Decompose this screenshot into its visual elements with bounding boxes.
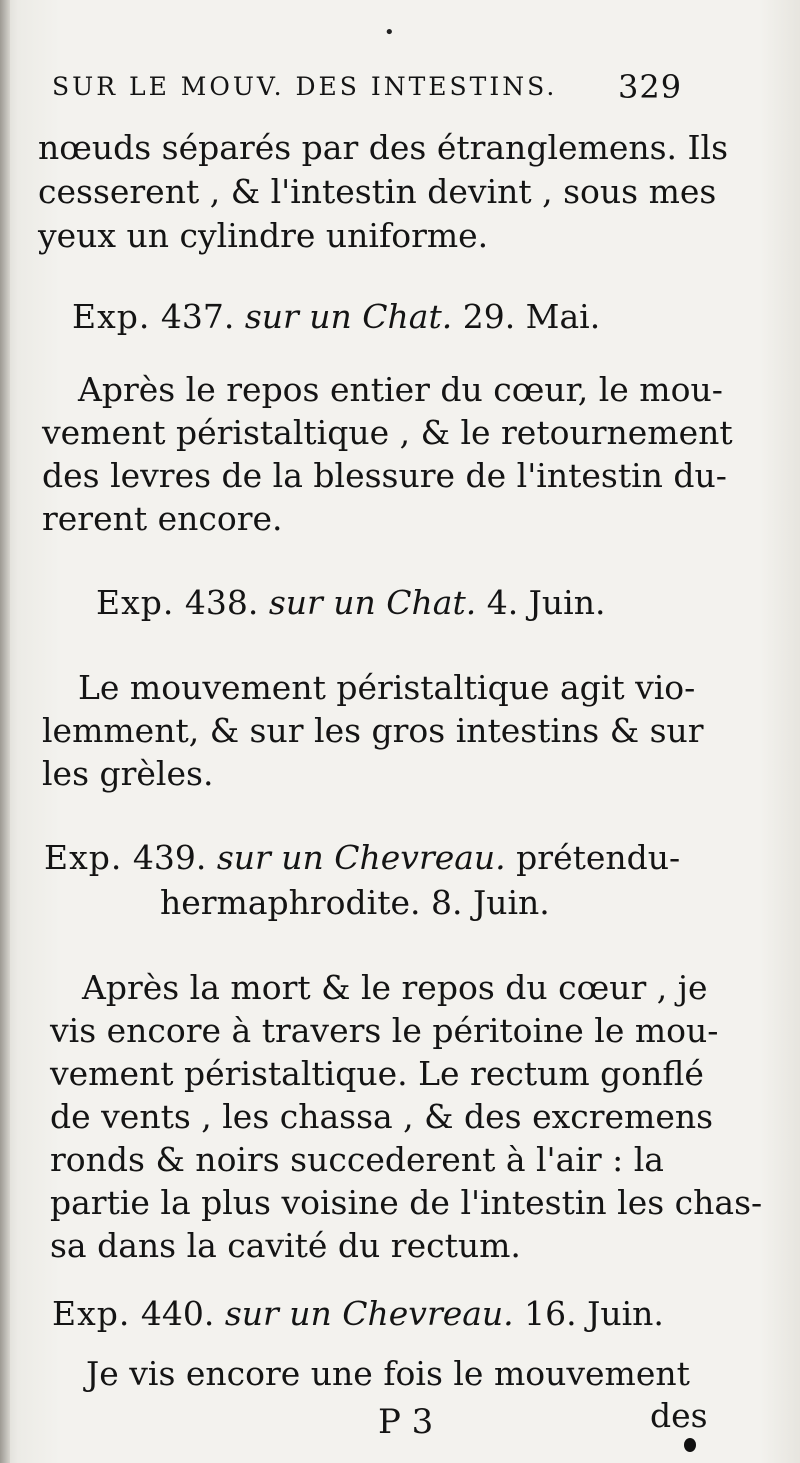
exp-subject: sur un Chat. (268, 583, 477, 622)
text-line: cesserent , & l'intestin devint , sous mes (38, 172, 717, 211)
text-line: les grèles. (42, 754, 214, 793)
exp-subject: sur un Chat. (244, 297, 453, 336)
experiment-heading-440 (52, 1294, 664, 1334)
text-line: lemment, & sur les gros intestins & sur (42, 711, 704, 750)
text-line: hermaphrodite. 8. Juin. (160, 883, 550, 922)
text-line: Je vis encore une fois le mouvement (86, 1354, 690, 1393)
exp-number: 439. (132, 838, 207, 877)
text-line: Après le repos entier du cœur, le mou- (78, 370, 723, 409)
exp-label: Exp. (44, 838, 123, 877)
exp-number: 438. (184, 583, 259, 622)
exp-subject: sur un Chevreau. (216, 838, 506, 877)
exp-label: Exp. (52, 1294, 131, 1333)
text-line: vement péristaltique , & le retournement (42, 413, 733, 452)
ink-blot (684, 1438, 696, 1452)
text-line: vis encore à travers le péritoine le mou- (50, 1011, 719, 1050)
ink-mark: • (384, 22, 395, 43)
running-title: SUR LE MOUV. DES INTESTINS. (52, 72, 558, 101)
text-line: yeux un cylindre uniforme. (38, 216, 489, 255)
experiment-heading-437 (72, 297, 600, 337)
exp-label: Exp. (72, 297, 151, 336)
text-line: rerent encore. (42, 499, 283, 538)
text-line: de vents , les chassa , & des excremens (50, 1097, 714, 1136)
exp-label: Exp. (96, 583, 175, 622)
book-spine-shadow (0, 0, 10, 1463)
exp-date: 29. Mai. (462, 297, 601, 336)
exp-date: 4. Juin. (486, 583, 606, 622)
text-line: Après la mort & le repos du cœur , je (82, 968, 708, 1007)
running-header (52, 68, 692, 106)
page-number: 329 (618, 68, 683, 106)
exp-subject: sur un Chevreau. (224, 1294, 514, 1333)
text-line: partie la plus voisine de l'intestin les chas- (50, 1183, 763, 1222)
text-line: vement péristaltique. Le rectum gonflé (50, 1054, 704, 1093)
text-line: ronds & noirs succederent à l'air : la (50, 1140, 664, 1179)
exp-number: 440. (140, 1294, 215, 1333)
experiment-heading-439 (44, 838, 680, 878)
text-line: des levres de la blessure de l'intestin du- (42, 456, 727, 495)
exp-date: prétendu- (516, 838, 681, 877)
catchword: des (650, 1396, 708, 1435)
exp-number: 437. (160, 297, 235, 336)
text-line: sa dans la cavité du rectum. (50, 1226, 521, 1265)
text-line: nœuds séparés par des étranglemens. Ils (38, 128, 729, 167)
signature-mark: P 3 (378, 1402, 434, 1442)
experiment-heading-438 (96, 583, 605, 623)
text-line: Le mouvement péristaltique agit vio- (78, 668, 696, 707)
exp-date: 16. Juin. (524, 1294, 664, 1333)
